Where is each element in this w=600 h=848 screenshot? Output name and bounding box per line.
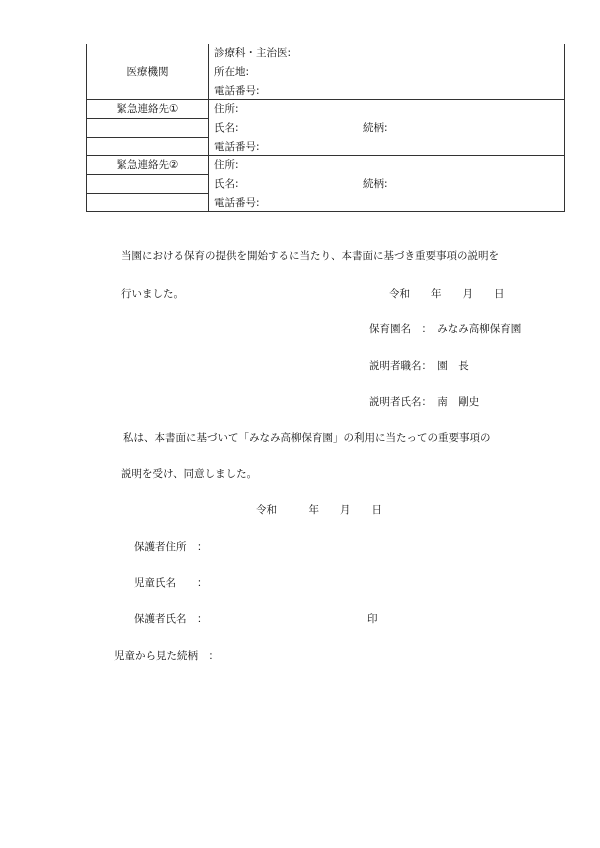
sub-row-border xyxy=(87,137,208,138)
child-relation-label: 児童から見た続柄 ： xyxy=(114,650,219,662)
medical-phone: 電話番号: xyxy=(214,85,260,97)
guardian-name-label: 保護者氏名 ： xyxy=(134,613,208,625)
sub-row-border xyxy=(87,193,208,194)
info-table xyxy=(86,44,565,212)
emergency-contact-1-label: 緊急連絡先① xyxy=(116,103,179,115)
consent-date: 令和 年 月 日 xyxy=(256,504,382,516)
medical-institution-label: 医療機関 xyxy=(126,66,169,78)
emergency-1-relation: 続柄: xyxy=(363,122,388,134)
statement-date: 令和 年 月 日 xyxy=(389,288,505,300)
statement-line-1: 当園における保育の提供を開始するに当たり、本書面に基づき重要事項の説明を xyxy=(121,250,499,262)
row-border xyxy=(87,99,564,100)
emergency-1-name: 氏名: xyxy=(214,122,239,134)
emergency-1-phone: 電話番号: xyxy=(214,141,260,153)
statement-line-2: 行いました。 xyxy=(121,288,184,300)
consent-line-1: 私は、本書面に基づいて「みなみ高柳保育園」の利用に当たっての重要事項の xyxy=(123,432,491,444)
emergency-2-relation: 続柄: xyxy=(363,178,388,190)
row-border xyxy=(87,155,564,156)
nursery-name: 保育園名 ： みなみ高柳保育園 xyxy=(369,323,522,335)
emergency-contact-2-label: 緊急連絡先② xyxy=(116,159,179,171)
consent-line-2: 説明を受け、同意しました。 xyxy=(121,468,258,480)
emergency-2-phone: 電話番号: xyxy=(214,197,260,209)
emergency-1-address: 住所: xyxy=(214,103,239,115)
sub-row-border xyxy=(87,118,208,119)
explainer-title: 説明者職名： 園 長 xyxy=(369,360,469,372)
sub-row-border xyxy=(87,174,208,175)
explainer-name: 説明者氏名： 南 剛史 xyxy=(369,396,480,408)
emergency-2-address: 住所: xyxy=(214,159,239,171)
child-name-label: 児童氏名 ： xyxy=(134,577,208,589)
guardian-address-label: 保護者住所 ： xyxy=(134,541,208,553)
medical-dept-doctor: 診療科・主治医: xyxy=(214,47,292,59)
seal-mark: 印 xyxy=(367,613,378,625)
medical-address: 所在地: xyxy=(214,66,250,78)
table-divider xyxy=(208,44,209,211)
emergency-2-name: 氏名: xyxy=(214,178,239,190)
